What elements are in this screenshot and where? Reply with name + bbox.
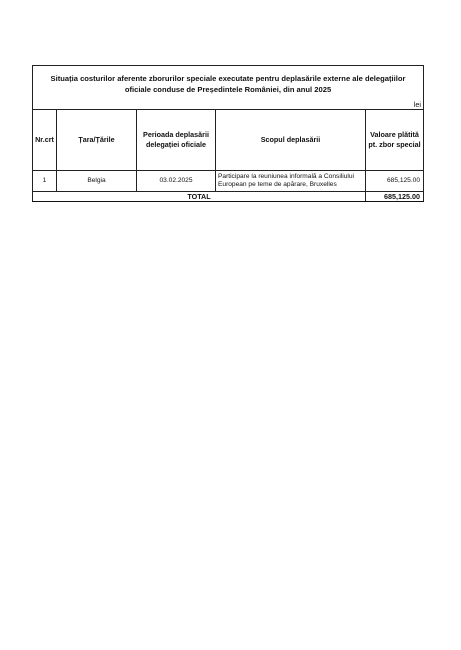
cell-nr: 1 [33, 171, 57, 192]
total-row [33, 192, 424, 202]
header-scop: Scopul deplasării [216, 110, 366, 171]
table-title: Situația costurilor aferente zborurilor speciale executate pentru deplasările externe ale delegațiilor oficiale conduse de Președintele României, din anul 2025 [33, 66, 424, 101]
cost-table [32, 65, 424, 202]
header-nr-crt: Nr.crt [33, 110, 57, 171]
header-valoare: Valoare plătită pt. zbor special [366, 110, 424, 171]
cell-scop: Participare la reuniunea informală a Consiliului European pe teme de apărare, Bruxelles [216, 171, 366, 192]
cell-tara: Belgia [57, 171, 137, 192]
total-label: TOTAL [33, 192, 366, 202]
cell-valoare: 685,125.00 [366, 171, 424, 192]
total-value: 685,125.00 [366, 192, 424, 202]
currency-unit: lei [33, 100, 424, 110]
header-row [33, 110, 424, 171]
cell-perioada: 03.02.2025 [137, 171, 216, 192]
table-row [33, 171, 424, 192]
header-tara: Țara/Țările [57, 110, 137, 171]
header-perioada: Perioada deplasării delegației oficiale [137, 110, 216, 171]
